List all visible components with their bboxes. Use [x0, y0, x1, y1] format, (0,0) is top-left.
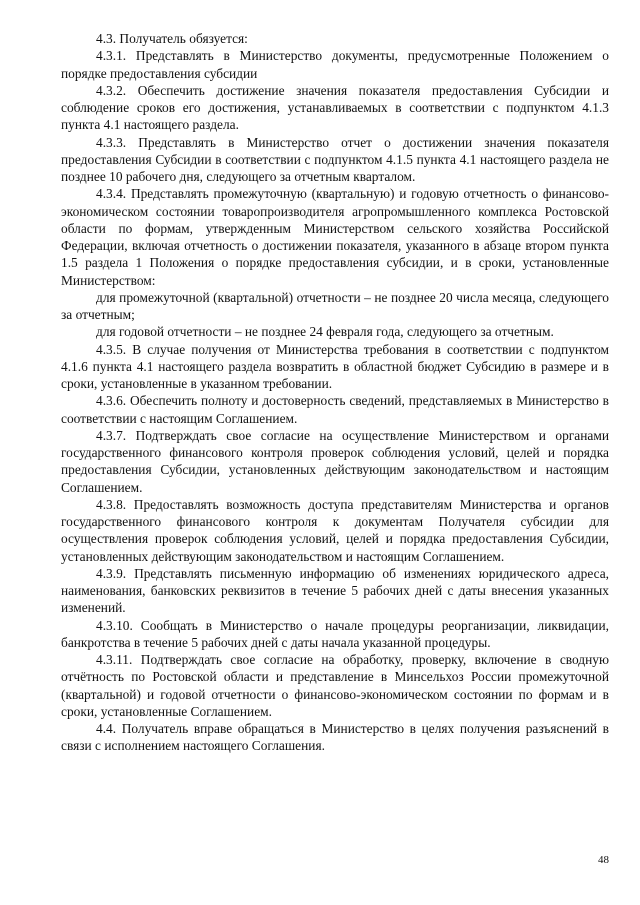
paragraph-4-3-11: 4.3.11. Подтверждать свое согласие на обработку, проверку, включение в сводную отчётность по Ростовской области и представление в Минсельхоз России промежуточной (квартальной) и годовой отчетности о финансово-экономическом состоянии по формам и в сроки, установленные Соглашением.: [61, 652, 609, 719]
paragraph-4-3-1: 4.3.1. Представлять в Министерство документы, предусмотренные Положением о порядке предоставления субсидии: [61, 48, 609, 81]
paragraph-4-3-2: 4.3.2. Обеспечить достижение значения показателя предоставления Субсидии и соблюдение сроков его достижения, устанавливаемых в соответствии с подпунктом 4.1.3 пункта 4.1 настоящего раздела.: [61, 82, 609, 133]
paragraph-4-3-4-quarterly: для промежуточной (квартальной) отчетности – не позднее 20 числа месяца, следующего за отчетным;: [61, 289, 609, 322]
paragraph-4-3-4: 4.3.4. Представлять промежуточную (квартальную) и годовую отчетность о финансово-экономическом состоянии товаропроизводителя агропромышленного комплекса Ростовской области по формам, утвержденным Министерством сельского хозяйства Российской Федерации, включая отчетность о достижении показателя, указанного в абзаце втором пункта 1.5 раздела 1 Положения о порядке предоставления субсидии, и в сроки, установленные Министерством:: [61, 186, 609, 288]
paragraph-4-3-3: 4.3.3. Представлять в Министерство отчет о достижении значения показателя предоставления Субсидии в соответствии с подпунктом 4.1.5 пункта 4.1 настоящего раздела не позднее 10 рабочего дня, следующего за отчетным кварталом.: [61, 134, 609, 184]
page-number: 48: [598, 854, 609, 866]
paragraph-4-3-10: 4.3.10. Сообщать в Министерство о начале процедуры реорганизации, ликвидации, банкротства в течение 5 рабочих дней с даты начала указанной процедуры.: [61, 617, 609, 650]
paragraph-4-3-8: 4.3.8. Предоставлять возможность доступа представителям Министерства и органов государственного финансового контроля к документам Получателя субсидии для осуществления проверок соблюдения условий, целей и порядка предоставления Субсидии, установленных действующим законодательством и настоящим Соглашением.: [61, 496, 609, 564]
paragraph-4-3-5: 4.3.5. В случае получения от Министерства требования в соответствии с подпунктом 4.1.6 пункта 4.1 настоящего раздела возвратить в областной бюджет Субсидию в размере и в сроки, установленные в указанном требовании.: [61, 341, 609, 391]
paragraph-4-4: 4.4. Получатель вправе обращаться в Министерство в целях получения разъяснений в связи с исполнением настоящего Соглашения.: [61, 721, 609, 754]
paragraph-4-3: 4.3. Получатель обязуется:: [96, 31, 248, 46]
paragraph-4-3-6: 4.3.6. Обеспечить полноту и достоверность сведений, представляемых в Министерство в соответствии с настоящим Соглашением.: [61, 393, 609, 426]
paragraph-4-3-9: 4.3.9. Представлять письменную информацию об изменениях юридического адреса, наименования, банковских реквизитов в течение 5 рабочих дней с даты внесения указанных изменений.: [61, 565, 609, 616]
paragraph-4-3-4-annual: для годовой отчетности – не позднее 24 февраля года, следующего за отчетным.: [96, 324, 554, 340]
paragraph-4-3-7: 4.3.7. Подтверждать свое согласие на осуществление Министерством и органами государственного финансового контроля проверок соблюдения условий, целей и порядка предоставления Субсидии, установленных действующим законодательством и настоящим Соглашением.: [61, 427, 609, 495]
document-body: [61, 30, 609, 755]
